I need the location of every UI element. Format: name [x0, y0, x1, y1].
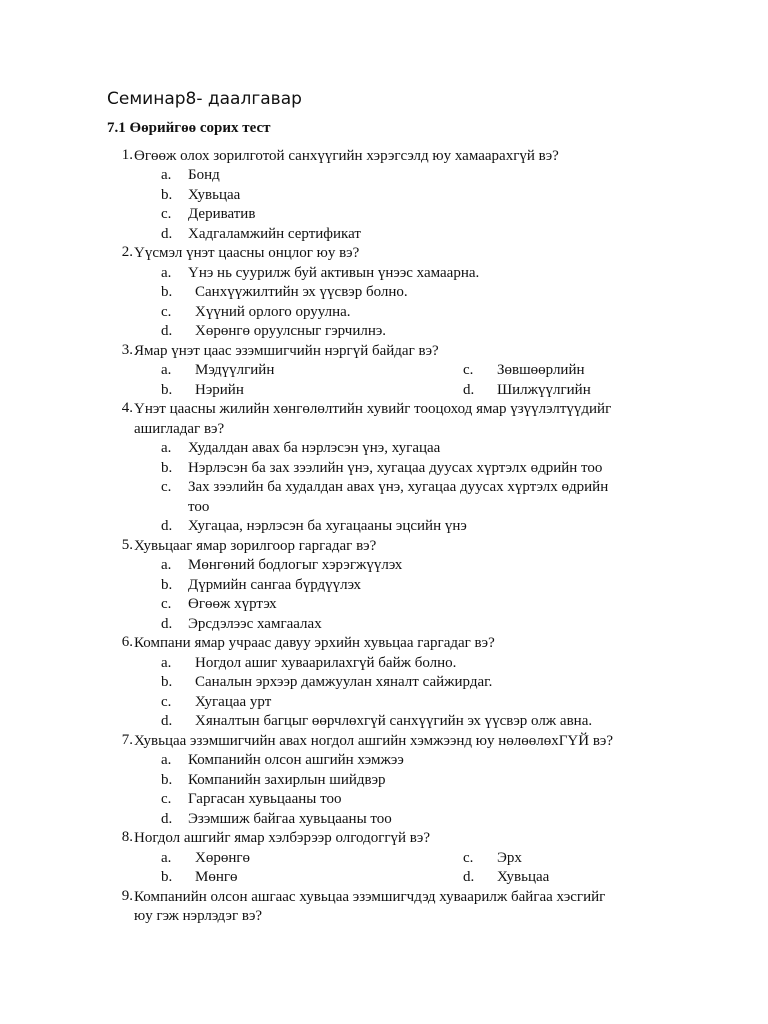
option-text: Хувьцаа — [188, 187, 241, 203]
option-text: Нэрлэсэн ба зах зээлийн үнэ, хугацаа дуусах хүртэлх өдрийн тоо — [188, 460, 603, 476]
option-text: Хугацаа урт — [195, 694, 272, 710]
option-text: Зах зээлийн ба худалдан авах үнэ, хугацаа дуусах хүртэлх өдрийн — [188, 479, 609, 495]
option-letter: d. — [161, 226, 173, 242]
option-text: Худалдан авах ба нэрлэсэн үнэ, хугацаа — [188, 440, 441, 456]
option-text: Хадгаламжийн сертификат — [188, 226, 361, 242]
option-text: тоо — [188, 499, 210, 515]
option-text: Бонд — [188, 167, 220, 183]
option-letter: c. — [463, 850, 474, 866]
option-letter: d. — [161, 713, 173, 729]
option-text: Хөрөнгө оруулсныг гэрчилнэ. — [195, 323, 387, 339]
question-text: Үүсмэл үнэт цаасны онцлог юу вэ? — [134, 245, 360, 261]
option-letter: a. — [161, 265, 172, 281]
option-letter: b. — [161, 284, 173, 300]
option-text: Компанийн захирлын шийдвэр — [188, 772, 386, 788]
question-number: 6. — [121, 634, 133, 650]
option-letter: b. — [161, 382, 173, 398]
option-letter: a. — [161, 655, 172, 671]
question-text: Өгөөж олох зорилготой санхүүгийн хэрэгсэлд юу хамаарахгүй вэ? — [134, 148, 559, 164]
option-letter: a. — [161, 850, 172, 866]
question-text: Компанийн олсон ашгаас хувьцаа эзэмшигчдэд хуваарилж байгаа хэсгийг — [134, 889, 606, 905]
option-letter: c. — [161, 694, 172, 710]
option-letter: c. — [161, 596, 172, 612]
option-letter: b. — [161, 869, 173, 885]
option-text: Дериватив — [188, 206, 256, 222]
option-text: Эзэмшиж байгаа хувьцааны тоо — [188, 811, 392, 827]
question-number: 5. — [121, 537, 133, 553]
question-text: Ногдол ашгийг ямар хэлбэрээр олгодоггүй вэ? — [134, 830, 430, 846]
document-title: Семинар8- даалгавар — [107, 89, 302, 109]
option-text: Зөвшөөрлийн — [497, 362, 585, 378]
option-letter: a. — [161, 440, 172, 456]
question-number: 8. — [121, 829, 133, 845]
question-number: 2. — [121, 244, 133, 260]
option-text: Хяналтын багцыг өөрчлөхгүй санхүүгийн эх үүсвэр олж авна. — [195, 713, 593, 729]
option-letter: d. — [463, 869, 475, 885]
question-number: 7. — [121, 732, 133, 748]
option-letter: a. — [161, 167, 172, 183]
option-text: Өгөөж хүртэх — [188, 596, 277, 612]
option-letter: b. — [161, 674, 173, 690]
option-text: Үнэ нь суурилж буй активын үнээс хамаарна. — [188, 265, 480, 281]
option-letter: a. — [161, 752, 172, 768]
question-number: 3. — [121, 342, 133, 358]
option-letter: b. — [161, 577, 173, 593]
question-text: Хувьцааг ямар зорилгоор гаргадаг вэ? — [134, 538, 377, 554]
option-text: Гаргасан хувьцааны тоо — [188, 791, 342, 807]
option-text: Нэрийн — [195, 382, 244, 398]
question-text: Компани ямар учраас давуу эрхийн хувьцаа гаргадаг вэ? — [134, 635, 495, 651]
question-text: Үнэт цаасны жилийн хөнгөлөлтийн хувийг тооцоход ямар үзүүлэлтүүдийг — [134, 401, 612, 417]
question-number: 9. — [121, 888, 133, 904]
option-letter: c. — [161, 304, 172, 320]
option-text: Ногдол ашиг хуваарилахгүй байж болно. — [195, 655, 457, 671]
option-letter: c. — [161, 206, 172, 222]
option-text: Мэдүүлгийн — [195, 362, 275, 378]
question-text: юу гэж нэрлэдэг вэ? — [134, 908, 263, 924]
option-text: Дүрмийн сангаа бүрдүүлэх — [188, 577, 361, 593]
option-letter: a. — [161, 362, 172, 378]
option-text: Хүүний орлого оруулна. — [195, 304, 351, 320]
option-text: Эрсдэлээс хамгаалах — [188, 616, 322, 632]
question-text: Хувьцаа эзэмшигчийн авах ногдол ашгийн хэмжээнд юу нөлөөлөхГҮЙ вэ? — [134, 733, 614, 749]
option-text: Мөнгө — [195, 869, 238, 885]
option-text: Шилжүүлгийн — [497, 382, 591, 398]
option-text: Санхүүжилтийн эх үүсвэр болно. — [195, 284, 408, 300]
option-text: Эрх — [497, 850, 522, 866]
option-text: Саналын эрхээр дамжуулан хяналт сайжирдаг. — [195, 674, 493, 690]
question-text: Ямар үнэт цаас эзэмшигчийн нэргүй байдаг вэ? — [134, 343, 439, 359]
option-letter: b. — [161, 460, 173, 476]
option-letter: d. — [161, 323, 173, 339]
option-letter: d. — [463, 382, 475, 398]
option-letter: b. — [161, 772, 173, 788]
option-text: Хувьцаа — [497, 869, 550, 885]
option-letter: b. — [161, 187, 173, 203]
option-text: Хугацаа, нэрлэсэн ба хугацааны эцсийн үнэ — [188, 518, 467, 534]
question-number: 4. — [121, 400, 133, 416]
question-number: 1. — [121, 147, 133, 163]
option-text: Компанийн олсон ашгийн хэмжээ — [188, 752, 404, 768]
option-text: Хөрөнгө — [195, 850, 251, 866]
question-text: ашигладаг вэ? — [134, 421, 225, 437]
option-letter: d. — [161, 518, 173, 534]
option-letter: c. — [161, 791, 172, 807]
option-letter: d. — [161, 811, 173, 827]
option-letter: c. — [463, 362, 474, 378]
option-letter: a. — [161, 557, 172, 573]
option-letter: c. — [161, 479, 172, 495]
section-heading: 7.1 Өөрийгөө сорих тест — [107, 120, 271, 136]
option-letter: d. — [161, 616, 173, 632]
option-text: Мөнгөний бодлогыг хэрэгжүүлэх — [188, 557, 403, 573]
